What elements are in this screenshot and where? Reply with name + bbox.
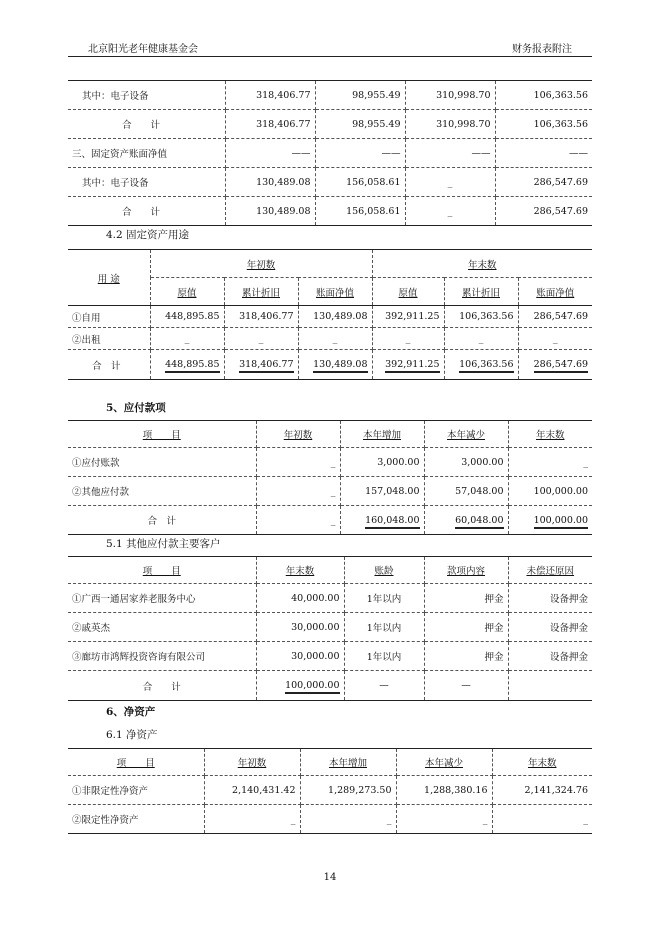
cell: _ [204,805,300,834]
use-header-cell [68,250,150,306]
cell: _ [256,506,340,535]
row-label: 合 计 [68,506,256,535]
cell: 318,406.77 [224,306,298,328]
cell: 98,955.49 [315,81,405,110]
table-row [68,642,592,671]
cell: 286,547.69 [495,197,592,226]
header-cell [396,749,492,776]
use-header: 用 途 [97,273,120,285]
group-header-cell [150,250,372,278]
subheader: 账面净值 [316,287,355,299]
row-label: 合 计 [68,671,256,701]
total-value: 60,048.00 [455,515,503,529]
column-header: 本年减少 [446,430,485,441]
header-cell [424,557,508,584]
cell: 130,489.08 [298,306,372,328]
row-label: 合 计 [68,197,225,226]
cell: — [424,671,508,701]
cell [508,671,592,701]
fixed-assets-table [68,80,592,226]
table-row [68,306,592,328]
cell: 156,058.61 [315,197,405,226]
cell: 156,058.61 [315,168,405,197]
header-cell [344,557,424,584]
subheader-cell [372,278,444,306]
cell: 106,363.56 [444,306,518,328]
header-org-name: 北京阳光老年健康基金会 [88,44,198,55]
row-label: ①应付账款 [68,448,256,477]
table-header-row [68,749,592,776]
cell: 1年以内 [344,584,424,613]
cell: 286,547.69 [495,168,592,197]
total-value: 448,895.85 [165,359,219,373]
cell: 1年以内 [344,642,424,671]
cell: 1年以内 [344,613,424,642]
cell [372,350,444,380]
cell: 392,911.25 [372,306,444,328]
table-row [68,584,592,613]
header-cell [424,421,508,448]
column-header: 年末数 [285,566,315,577]
header-cell [68,557,256,584]
row-label: ②限定性净资产 [68,805,204,834]
column-header: 年末数 [535,430,565,441]
table-row [68,168,592,197]
cell: _ [256,477,340,506]
row-label: ②其他应付款 [68,477,256,506]
column-header: 本年增加 [362,430,401,441]
cell: 100,000.00 [508,477,592,506]
table-header-row [68,421,592,448]
column-header: 项 目 [116,758,155,769]
subheader-cell [224,278,298,306]
cell: 押金 [424,613,508,642]
table-row [68,197,592,226]
page-number: 14 [323,872,337,883]
column-header: 款项内容 [446,566,485,577]
cell: 30,000.00 [256,613,344,642]
column-header: 本年减少 [424,758,463,769]
cell [424,506,508,535]
cell: 286,547.69 [518,306,592,328]
subheader-cell [298,278,372,306]
cell: 押金 [424,642,508,671]
cell: _ [518,328,592,350]
section-title-4-2: 4.2 固定资产用途 [106,229,190,241]
row-label: 合 计 [68,110,225,139]
subheader-cell [444,278,518,306]
cell: _ [405,168,495,197]
group-header-end: 年末数 [468,259,497,271]
cell: 1,289,273.50 [300,776,396,805]
cell: 318,406.77 [225,110,315,139]
header-cell [492,749,592,776]
other-payables-customers-table [68,556,592,701]
cell: 设备押金 [508,584,592,613]
group-header-begin: 年初数 [246,259,276,271]
cell: 106,363.56 [495,110,592,139]
cell [340,506,424,535]
subheader: 累计折旧 [462,287,501,299]
total-value: 286,547.69 [534,359,588,373]
row-label: 合 计 [68,350,150,380]
row-label: ②戚英杰 [68,613,256,642]
row-label: ③廊坊市鸿辉投资咨询有限公司 [68,642,256,671]
cell: _ [492,805,592,834]
table-row [68,110,592,139]
payables-table [68,420,592,535]
table-row [68,81,592,110]
column-header: 年末数 [527,758,557,769]
table-header-row [68,250,592,278]
cell: _ [300,805,396,834]
subheader: 累计折旧 [241,287,280,299]
cell: 57,048.00 [424,477,508,506]
table-header-row [68,557,592,584]
cell: 106,363.56 [495,81,592,110]
cell: 130,489.08 [225,168,315,197]
header-doc-title: 财务报表附注 [512,44,572,55]
cell [150,350,224,380]
section-title-5: 5、应付款项 [106,402,166,414]
column-header: 未偿还原因 [526,566,574,577]
net-assets-table [68,748,592,834]
cell: —— [225,139,315,168]
cell: _ [508,448,592,477]
cell: 1,288,380.16 [396,776,492,805]
cell: 40,000.00 [256,584,344,613]
column-header: 年初数 [237,758,267,769]
total-value: 100,000.00 [534,515,588,529]
cell: 30,000.00 [256,642,344,671]
cell: 318,406.77 [225,81,315,110]
cell: — [344,671,424,701]
row-label: ①自用 [68,306,150,328]
header-cell [508,421,592,448]
cell: _ [298,328,372,350]
cell: 157,048.00 [340,477,424,506]
table-row [68,776,592,805]
cell [224,350,298,380]
fixed-asset-use-table [68,249,592,380]
total-value: 392,911.25 [385,359,439,373]
cell: 2,141,324.76 [492,776,592,805]
total-value: 106,363.56 [459,359,513,373]
total-value: 318,406.77 [239,359,293,373]
column-header: 年初数 [283,430,313,441]
row-label: 三、固定资产账面净值 [68,139,225,168]
cell: —— [315,139,405,168]
table-row [68,805,592,834]
total-value: 100,000.00 [285,680,339,694]
table-row [68,328,592,350]
table-row [68,448,592,477]
column-header: 本年增加 [328,758,367,769]
cell: 设备押金 [508,613,592,642]
cell: 设备押金 [508,642,592,671]
cell: _ [150,328,224,350]
cell [298,350,372,380]
cell: —— [405,139,495,168]
row-label: ①非限定性净资产 [68,776,204,805]
subheader-cell [150,278,224,306]
cell: 押金 [424,584,508,613]
cell: 448,895.85 [150,306,224,328]
cell: _ [256,448,340,477]
subheader: 账面净值 [536,287,575,299]
subheader: 原值 [398,287,418,299]
group-header-cell [372,250,592,278]
total-value: 160,048.00 [365,515,419,529]
header-divider [68,56,592,57]
row-label: ①广西一通居家养老服务中心 [68,584,256,613]
cell: _ [405,197,495,226]
subheader-cell [518,278,592,306]
section-title-6-1: 6.1 净资产 [106,729,158,741]
cell: 3,000.00 [340,448,424,477]
cell: _ [396,805,492,834]
header-cell [300,749,396,776]
cell [518,350,592,380]
header-cell [68,749,204,776]
header-cell [256,421,340,448]
row-label: ②出租 [68,328,150,350]
section-title-6: 6、净资产 [106,706,156,718]
table-row [68,613,592,642]
cell: 2,140,431.42 [204,776,300,805]
column-header: 账龄 [374,566,394,577]
column-header: 项 目 [142,430,181,441]
cell: —— [495,139,592,168]
subheader: 原值 [177,287,197,299]
cell: _ [372,328,444,350]
cell [444,350,518,380]
header-cell [340,421,424,448]
header-cell [508,557,592,584]
row-label: 其中：电子设备 [68,168,225,197]
table-row [68,139,592,168]
header-cell [68,421,256,448]
table-row [68,477,592,506]
cell: _ [224,328,298,350]
cell [508,506,592,535]
section-title-5-1: 5.1 其他应付款主要客户 [106,538,221,550]
header-cell [204,749,300,776]
cell: 130,489.08 [225,197,315,226]
cell: 98,955.49 [315,110,405,139]
column-header: 项 目 [142,566,181,577]
cell: 310,998.70 [405,81,495,110]
table-row [68,671,592,701]
table-row [68,350,592,380]
cell: 310,998.70 [405,110,495,139]
cell [256,671,344,701]
total-value: 130,489.08 [313,359,367,373]
header-cell [256,557,344,584]
cell: _ [444,328,518,350]
row-label: 其中：电子设备 [68,81,225,110]
cell: 3,000.00 [424,448,508,477]
table-row [68,506,592,535]
